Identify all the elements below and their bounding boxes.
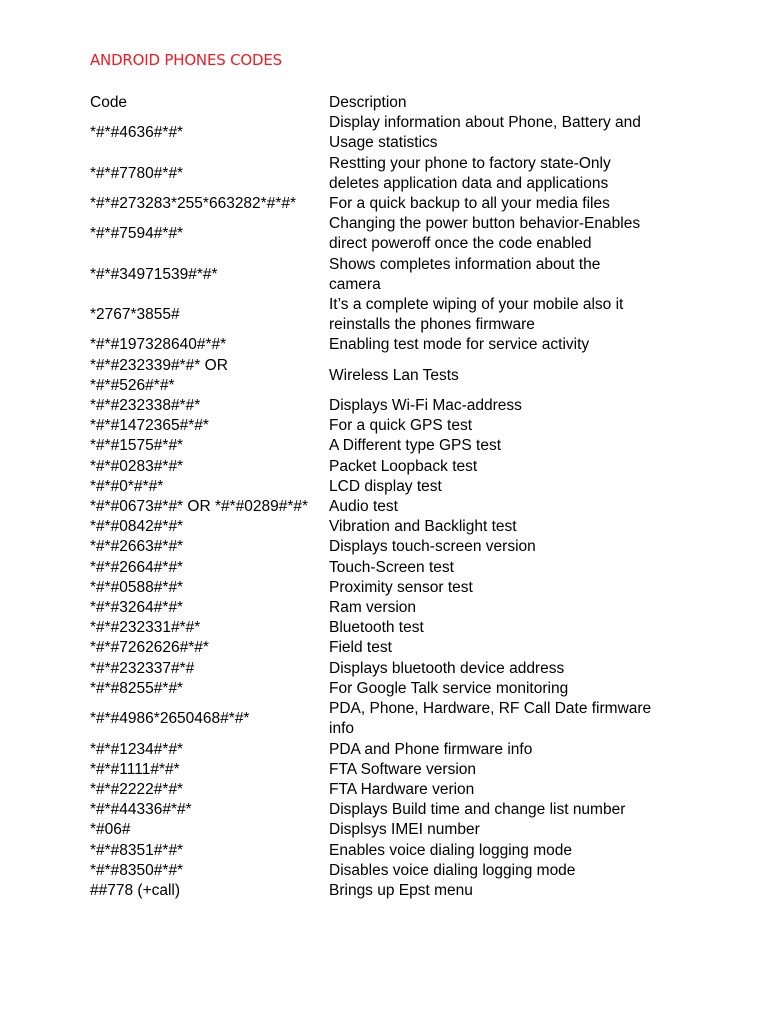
header-code: Code — [90, 94, 128, 111]
code-line: *#*#0588#*#* — [90, 578, 184, 596]
description-line: Disables voice dialing logging mode — [329, 861, 576, 879]
code-cell — [90, 416, 329, 436]
table-row — [90, 457, 690, 477]
table-header-row — [90, 93, 690, 113]
code-line: *#*#1575#*#* — [90, 437, 184, 455]
description-cell — [329, 679, 690, 699]
description-line: deletes application data and applications — [329, 174, 609, 192]
table-row — [90, 295, 690, 335]
description-line: Usage statistics — [329, 134, 438, 152]
code-cell — [90, 800, 329, 820]
description-cell — [329, 881, 690, 901]
description-line: Field test — [329, 639, 392, 657]
code-cell — [90, 517, 329, 537]
code-line: *#*#3264#*#* — [90, 599, 184, 617]
table-row — [90, 477, 690, 497]
description-line: Bluetooth test — [329, 619, 424, 637]
code-line: *#*#232331#*#* — [90, 619, 201, 637]
code-cell — [90, 356, 329, 396]
description-cell — [329, 335, 690, 355]
description-cell — [329, 760, 690, 780]
table-row — [90, 881, 690, 901]
code-cell — [90, 578, 329, 598]
description-cell — [329, 618, 690, 638]
description-line: Audio test — [329, 498, 398, 516]
code-line: *#*#8350#*#* — [90, 861, 184, 879]
description-line: Changing the power button behavior-Enables — [329, 215, 641, 233]
table-row — [90, 659, 690, 679]
code-line: *#*#8351#*#* — [90, 841, 184, 859]
description-cell — [329, 780, 690, 800]
description-line: info — [329, 720, 354, 738]
code-cell — [90, 436, 329, 456]
code-cell — [90, 760, 329, 780]
description-cell — [329, 841, 690, 861]
description-line: For a quick GPS test — [329, 417, 472, 435]
code-line: *#*#4636#*#* — [90, 124, 184, 142]
table-row — [90, 618, 690, 638]
description-cell — [329, 194, 690, 214]
description-line: For Google Talk service monitoring — [329, 679, 569, 697]
code-cell — [90, 154, 329, 194]
description-cell — [329, 477, 690, 497]
code-line: *#*#197328640#*#* — [90, 336, 227, 354]
description-cell — [329, 436, 690, 456]
description-line: Displsys IMEI number — [329, 821, 480, 839]
description-line: Ram version — [329, 599, 416, 617]
code-line: *#06# — [90, 821, 131, 839]
description-line: For a quick backup to all your media files — [329, 195, 610, 213]
table-row — [90, 416, 690, 436]
code-line: *#*#0673#*#* OR *#*#0289#*#* — [90, 498, 309, 516]
code-cell — [90, 740, 329, 760]
description-cell — [329, 659, 690, 679]
description-line: Displays bluetooth device address — [329, 659, 565, 677]
code-line: *#*#2664#*#* — [90, 558, 184, 576]
description-line: Proximity sensor test — [329, 578, 473, 596]
code-line: *#*#34971539#*#* — [90, 265, 218, 283]
code-line: *#*#0283#*#* — [90, 457, 184, 475]
table-row — [90, 194, 690, 214]
description-line: Packet Loopback test — [329, 457, 478, 475]
description-line: direct poweroff once the code enabled — [329, 235, 592, 253]
description-line: Displays touch-screen version — [329, 538, 536, 556]
code-cell — [90, 618, 329, 638]
header-description: Description — [329, 94, 407, 111]
table-row — [90, 537, 690, 557]
table-row — [90, 679, 690, 699]
table-row — [90, 760, 690, 780]
table-row — [90, 740, 690, 760]
code-line: *2767*3855# — [90, 306, 180, 324]
code-line: *#*#8255#*#* — [90, 679, 184, 697]
code-line: ##778 (+call) — [90, 881, 181, 899]
table-row — [90, 497, 690, 517]
table-row — [90, 578, 690, 598]
table-row — [90, 699, 690, 739]
table-row — [90, 517, 690, 537]
description-cell — [329, 396, 690, 416]
code-line: *#*#232338#*#* — [90, 397, 201, 415]
description-line: Touch-Screen test — [329, 558, 454, 576]
code-cell — [90, 396, 329, 416]
table-row — [90, 154, 690, 194]
description-cell — [329, 699, 690, 739]
description-line: A Different type GPS test — [329, 437, 502, 455]
code-line: *#*#7780#*#* — [90, 164, 184, 182]
code-cell — [90, 113, 329, 153]
code-cell — [90, 699, 329, 739]
description-line: Brings up Epst menu — [329, 881, 473, 899]
code-cell — [90, 214, 329, 254]
description-cell — [329, 113, 690, 153]
code-line: *#*#0842#*#* — [90, 518, 184, 536]
code-cell — [90, 881, 329, 901]
description-line: PDA and Phone firmware info — [329, 740, 533, 758]
code-line: *#*#0*#*#* — [90, 477, 164, 495]
description-cell — [329, 638, 690, 658]
code-line: *#*#526#*#* — [90, 376, 175, 394]
code-cell — [90, 558, 329, 578]
description-cell — [329, 255, 690, 295]
code-cell — [90, 477, 329, 497]
description-line: Restting your phone to factory state-Only — [329, 154, 611, 172]
table-row — [90, 598, 690, 618]
code-line: *#*#44336#*#* — [90, 801, 192, 819]
description-cell — [329, 558, 690, 578]
description-cell — [329, 598, 690, 618]
description-cell — [329, 800, 690, 820]
description-cell — [329, 861, 690, 881]
description-line: Vibration and Backlight test — [329, 518, 517, 536]
table-row — [90, 335, 690, 355]
code-cell — [90, 820, 329, 840]
description-cell — [329, 416, 690, 436]
description-line: FTA Software version — [329, 760, 477, 778]
description-line: LCD display test — [329, 477, 442, 495]
table-row — [90, 255, 690, 295]
table-row — [90, 841, 690, 861]
table-row — [90, 558, 690, 578]
code-cell — [90, 659, 329, 679]
code-cell — [90, 295, 329, 335]
description-cell — [329, 154, 690, 194]
description-line: PDA, Phone, Hardware, RF Call Date firmware — [329, 700, 652, 718]
description-line: Display information about Phone, Battery and — [329, 114, 641, 132]
description-line: reinstalls the phones firmware — [329, 316, 535, 334]
table-row — [90, 356, 690, 396]
code-cell — [90, 497, 329, 517]
table-row — [90, 113, 690, 153]
description-cell — [329, 214, 690, 254]
description-cell — [329, 457, 690, 477]
description-line: Wireless Lan Tests — [329, 366, 459, 384]
description-line: Displays Build time and change list number — [329, 801, 626, 819]
code-cell — [90, 194, 329, 214]
description-line: It’s a complete wiping of your mobile also it — [329, 296, 624, 314]
code-cell — [90, 780, 329, 800]
code-line: *#*#232337#*# — [90, 659, 195, 677]
description-cell — [329, 356, 690, 396]
description-cell — [329, 537, 690, 557]
table-row — [90, 820, 690, 840]
description-line: Shows completes information about the — [329, 255, 601, 273]
table-row — [90, 396, 690, 416]
code-cell — [90, 457, 329, 477]
code-line: *#*#4986*2650468#*#* — [90, 710, 250, 728]
code-line: *#*#1234#*#* — [90, 740, 184, 758]
code-line: *#*#7594#*#* — [90, 225, 184, 243]
code-line: *#*#7262626#*#* — [90, 639, 209, 657]
code-line: *#*#1472365#*#* — [90, 417, 209, 435]
table-row — [90, 780, 690, 800]
code-cell — [90, 255, 329, 295]
description-line: camera — [329, 275, 381, 293]
code-cell — [90, 679, 329, 699]
description-cell — [329, 517, 690, 537]
table-row — [90, 214, 690, 254]
code-cell — [90, 638, 329, 658]
code-line: *#*#1111#*#* — [90, 760, 180, 778]
table-row — [90, 638, 690, 658]
description-cell — [329, 820, 690, 840]
code-cell — [90, 537, 329, 557]
code-cell — [90, 861, 329, 881]
code-line: *#*#2222#*#* — [90, 780, 184, 798]
description-cell — [329, 578, 690, 598]
table-row — [90, 436, 690, 456]
description-cell — [329, 740, 690, 760]
table-row — [90, 800, 690, 820]
code-cell — [90, 598, 329, 618]
code-cell — [90, 841, 329, 861]
code-cell — [90, 335, 329, 355]
code-line: *#*#273283*255*663282*#*#* — [90, 195, 297, 213]
document-title: ANDROID PHONES CODES — [90, 51, 282, 69]
description-cell — [329, 497, 690, 517]
codes-table — [90, 93, 690, 901]
table-row — [90, 861, 690, 881]
code-line: *#*#232339#*#* OR — [90, 356, 228, 374]
description-cell — [329, 295, 690, 335]
description-line: Enables voice dialing logging mode — [329, 841, 572, 859]
description-line: FTA Hardware verion — [329, 780, 475, 798]
description-line: Displays Wi-Fi Mac-address — [329, 397, 522, 415]
description-line: Enabling test mode for service activity — [329, 336, 590, 354]
code-line: *#*#2663#*#* — [90, 538, 184, 556]
